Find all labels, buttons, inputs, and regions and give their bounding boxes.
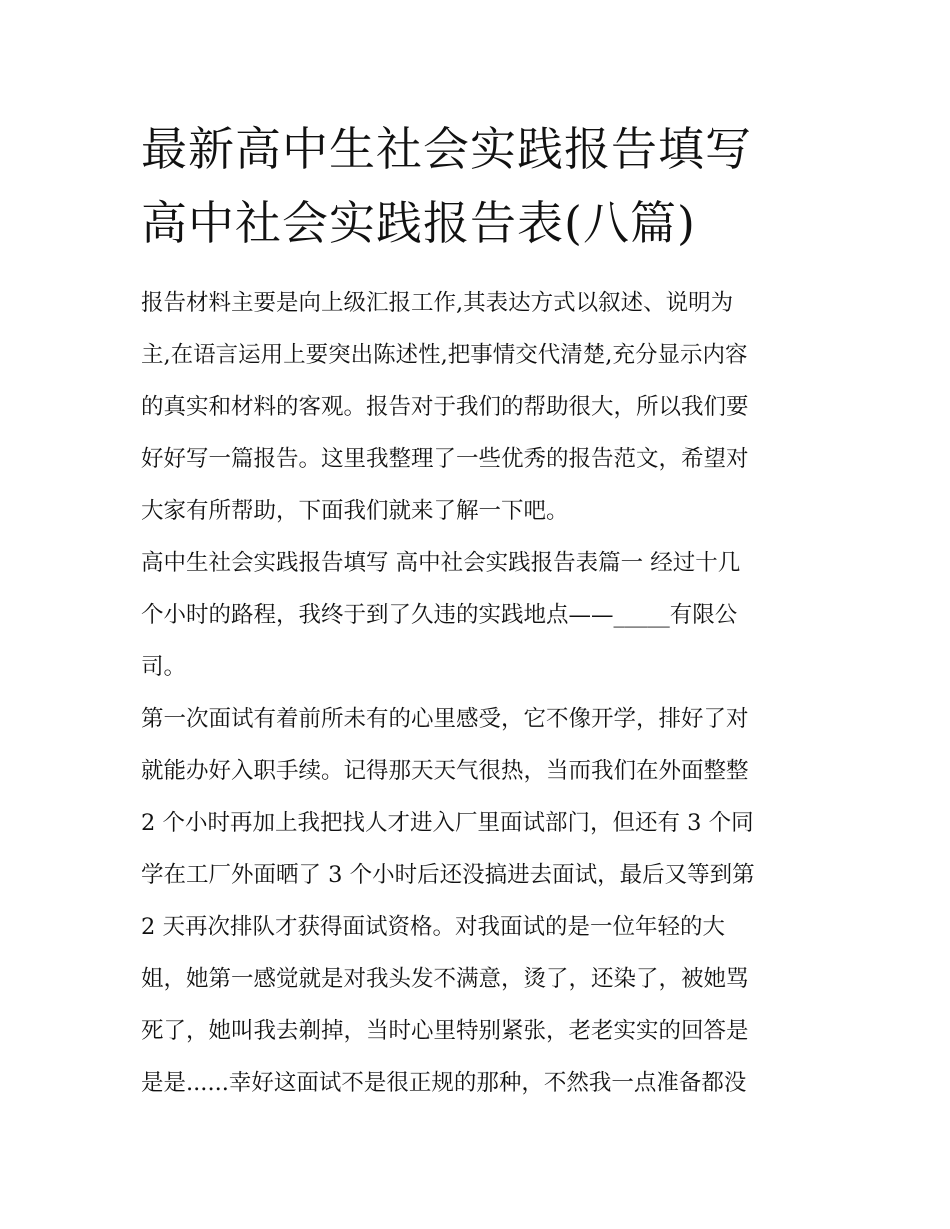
paragraph-interview xyxy=(141,693,817,1109)
text-line: 学在工厂外面晒了 3 个小时后还没搞进去面试，最后又等到第 xyxy=(141,862,755,888)
title-line-1: 最新高中生社会实践报告填写 xyxy=(141,122,752,176)
text-line: 大家有所帮助，下面我们就来了解一下吧。 xyxy=(141,498,569,524)
text-line: 报告材料主要是向上级汇报工作,其表达方式以叙述、说明为 xyxy=(141,290,734,316)
text-line: 主,在语言运用上要突出陈述性,把事情交代清楚,充分显示内容 xyxy=(141,342,748,368)
text-line: 死了，她叫我去剃掉，当时心里特别紧张，老老实实的回答是 xyxy=(141,1018,749,1044)
text-line: 2 个小时再加上我把找人才进入厂里面试部门，但还有 3 个同 xyxy=(141,810,754,836)
title-line-2: 高中社会实践报告表(八篇) xyxy=(141,196,696,250)
paragraph-article-one xyxy=(141,537,817,693)
text-line: 姐，她第一感觉就是对我头发不满意，烫了，还染了，被她骂 xyxy=(141,966,749,992)
text-line: 好好写一篇报告。这里我整理了一些优秀的报告范文，希望对 xyxy=(141,446,749,472)
text-line: 第一次面试有着前所未有的心里感受，它不像开学，排好了对 xyxy=(141,706,749,732)
text-line: 个小时的路程，我终于到了久违的实践地点——_____有限公 xyxy=(141,602,738,628)
text-line: 司。 xyxy=(141,654,187,680)
text-line: 是是......幸好这面试不是很正规的那种，不然我一点准备都没 xyxy=(141,1070,747,1096)
paragraph-intro xyxy=(141,277,817,537)
text-line: 高中生社会实践报告填写 高中社会实践报告表篇一 经过十几 xyxy=(141,550,741,576)
text-line: 2 天再次排队才获得面试资格。对我面试的是一位年轻的大 xyxy=(141,914,725,940)
text-line: 的真实和材料的客观。报告对于我们的帮助很大，所以我们要 xyxy=(141,394,749,420)
text-line: 就能办好入职手续。记得那天天气很热，当而我们在外面整整 xyxy=(141,758,749,784)
document-body xyxy=(141,277,817,1109)
document-title xyxy=(141,112,821,260)
